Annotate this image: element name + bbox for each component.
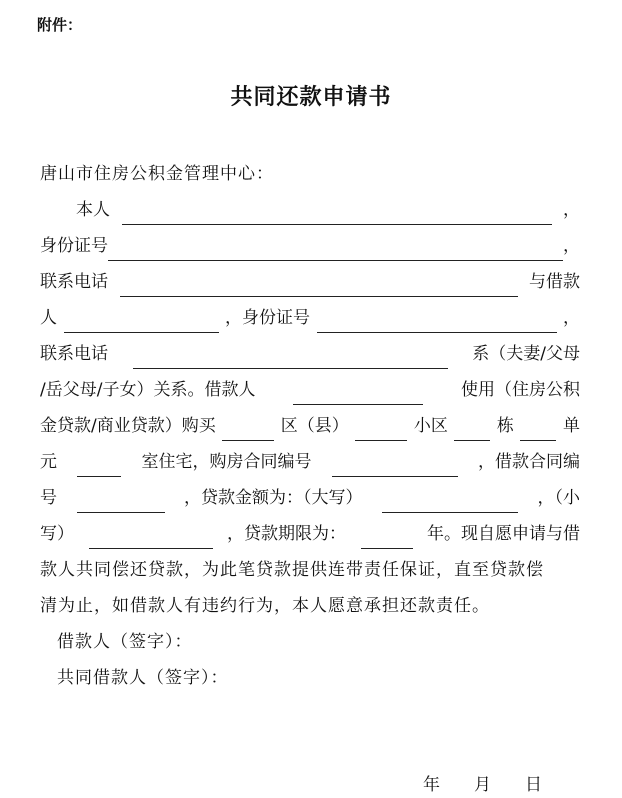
purchase-contract-text: 室住宅，购房合同编号 [141, 452, 312, 472]
with-borrower-text: 与借款 [529, 272, 580, 292]
relation-text-2: /岳父母/子女）关系。借款人 [40, 380, 256, 400]
loan-contract-text: ，借款合同编 [478, 452, 580, 472]
loan-use-text: 使用（住房公积 [461, 380, 580, 400]
label-id-number: 身份证号 [40, 236, 108, 256]
building-text: 栋 [496, 416, 514, 436]
label-person: 人 [40, 308, 57, 328]
loan-contract-blank[interactable] [77, 493, 165, 513]
unit-blank[interactable] [520, 421, 556, 441]
unit-text-2: 元 [40, 452, 57, 472]
comma: ， [563, 200, 580, 220]
label-phone-2: 联系电话 [40, 344, 108, 364]
relation-text: 系（夫妻/父母 [472, 344, 580, 364]
line-contract [40, 447, 580, 477]
line-term [40, 519, 580, 549]
co-borrower-signature: 共同借款人（签字）： [57, 668, 229, 688]
loan-type-text: 金贷款/商业贷款）购买 [40, 416, 216, 436]
name-blank[interactable] [122, 205, 552, 225]
label-self: 本人 [76, 200, 110, 220]
phone-blank[interactable] [120, 277, 518, 297]
line-applicant-phone [40, 267, 580, 297]
month-label: 月 [474, 775, 491, 795]
district-text: 区（县） [280, 416, 349, 436]
room-blank[interactable] [77, 457, 121, 477]
unit-text: 单 [562, 416, 580, 436]
amount-lowercase-text: ，（小 [537, 488, 580, 508]
label-id-number-2: ，身份证号 [225, 308, 310, 328]
line-applicant-name [40, 195, 580, 225]
borrower-id-blank[interactable] [317, 313, 557, 333]
amount-text: ，贷款金额为：（大写） [184, 488, 363, 508]
purchase-contract-blank[interactable] [332, 457, 458, 477]
year-label: 年 [423, 775, 440, 795]
line-relation [40, 375, 580, 405]
district-blank[interactable] [222, 421, 274, 441]
community-text: 小区 [413, 416, 448, 436]
application-text: 年。现自愿申请与借 [427, 524, 580, 544]
id-number-blank[interactable] [108, 241, 563, 261]
document-title: 共同还款申请书 [230, 84, 392, 110]
borrower-blank[interactable] [293, 385, 423, 405]
line-purchase [40, 411, 580, 441]
borrower-signature: 借款人（签字）： [57, 632, 193, 652]
day-label: 日 [525, 775, 542, 795]
amount-lowercase-blank[interactable] [89, 529, 213, 549]
comma: ， [563, 308, 580, 328]
line-responsibility: 清为止，如借款人有违约行为，本人愿意承担还款责任。 [40, 596, 490, 616]
building-blank[interactable] [454, 421, 490, 441]
line-applicant-id [40, 231, 580, 261]
borrower-phone-blank[interactable] [133, 349, 448, 369]
term-blank[interactable] [361, 529, 413, 549]
attachment-label: 附件： [37, 16, 83, 34]
line-borrower-phone [40, 339, 580, 369]
borrower-name-blank[interactable] [64, 313, 219, 333]
salutation: 唐山市住房公积金管理中心： [40, 164, 274, 184]
amount-uppercase-blank[interactable] [382, 493, 518, 513]
line-amount [40, 483, 580, 513]
number-text: 号 [40, 488, 57, 508]
term-text: ，贷款期限为： [227, 524, 346, 544]
date-line [423, 770, 542, 795]
comma: ， [563, 236, 580, 256]
line-borrower-id [40, 303, 580, 333]
community-blank[interactable] [355, 421, 407, 441]
line-guarantee: 款人共同偿还贷款，为此笔贷款提供连带责任保证，直至贷款偿 [40, 560, 544, 580]
label-phone: 联系电话 [40, 272, 108, 292]
write-text: 写） [40, 524, 74, 544]
